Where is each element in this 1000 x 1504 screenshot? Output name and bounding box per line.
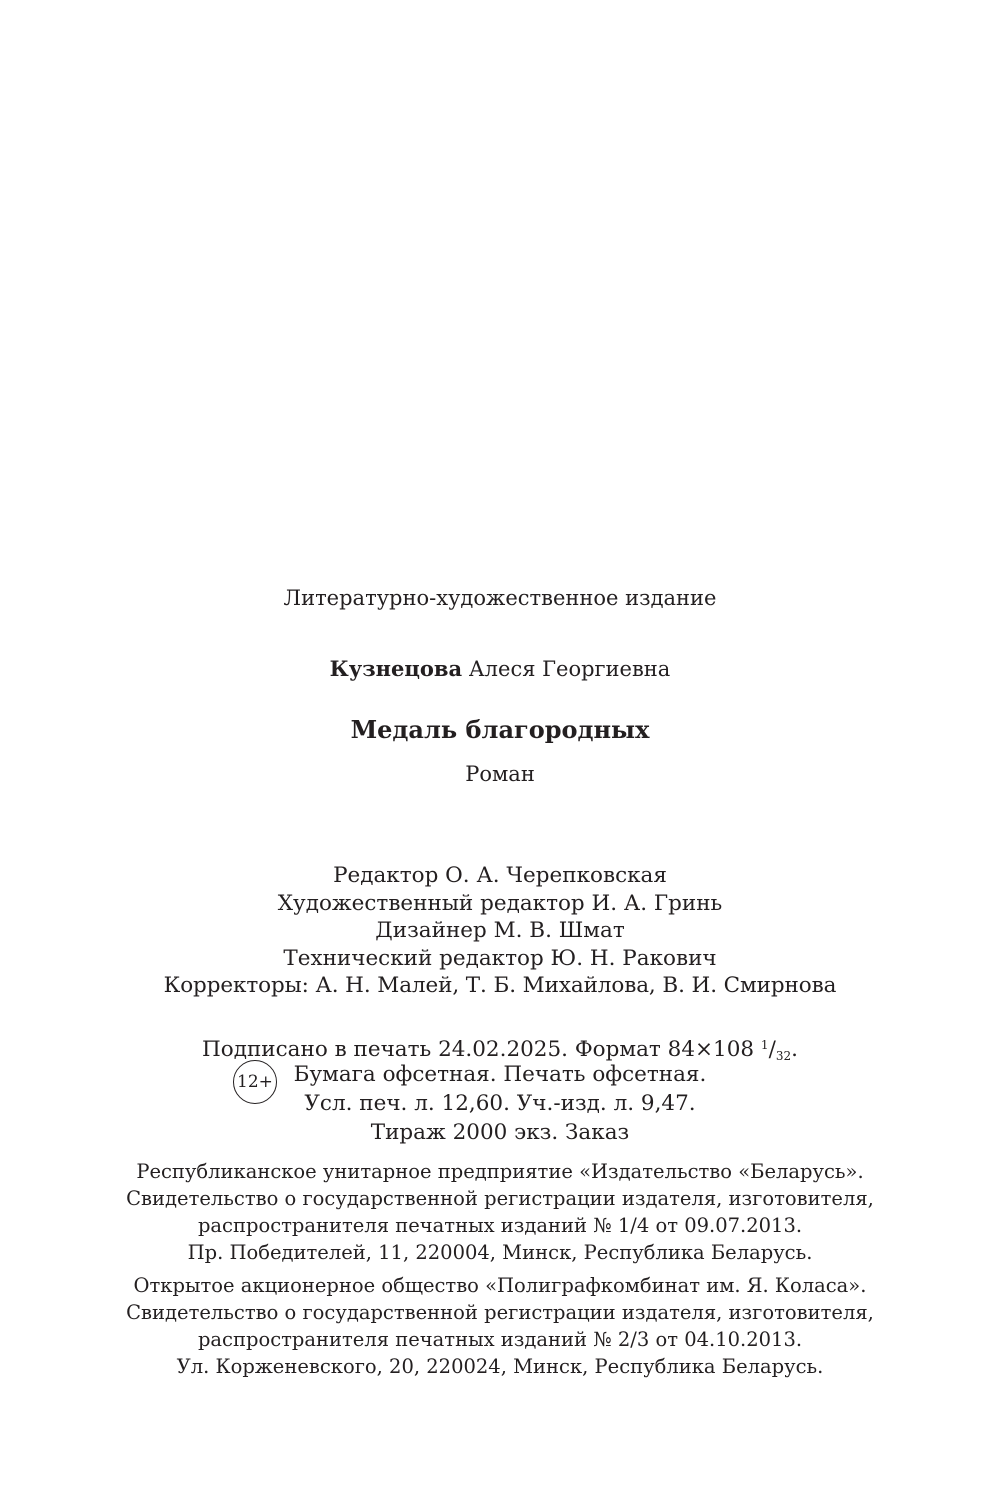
- publisher-line: Республиканское унитарное предприятие «Издательство «Беларусь».: [136, 1160, 864, 1183]
- format-numerator: 1: [760, 1038, 769, 1052]
- printing-block: [0, 1031, 1000, 1147]
- printer-line: Свидетельство о государственной регистрации издателя, изготовителя,: [126, 1301, 874, 1324]
- credit-art-editor: Художественный редактор И. А. Гринь: [277, 890, 723, 916]
- book-subtitle: Роман: [465, 762, 535, 786]
- printer-line: Ул. Корженевского, 20, 220024, Минск, Республика Беларусь.: [176, 1355, 824, 1378]
- printing-signed-text: Подписано в печать 24.02.2025. Формат 84: [202, 1037, 696, 1062]
- format-slash: /: [768, 1037, 776, 1062]
- publisher-block: [0, 1158, 1000, 1266]
- credit-designer: Дизайнер М. В. Шмат: [375, 918, 625, 943]
- format-second: 108: [713, 1037, 755, 1062]
- printing-run-line: Тираж 2000 экз. Заказ: [370, 1120, 630, 1145]
- printing-sheets-line: Усл. печ. л. 12,60. Уч.-изд. л. 9,47.: [304, 1091, 696, 1116]
- author-given-names: Алеся Георгиевна: [468, 657, 671, 681]
- format-times-sign: ×: [695, 1037, 714, 1062]
- printing-paper-line: Бумага офсетная. Печать офсетная.: [293, 1062, 707, 1087]
- publisher-line: распространителя печатных изданий № 1/4 от 09.07.2013.: [197, 1214, 803, 1237]
- publisher-line: Свидетельство о государственной регистрации издателя, изготовителя,: [126, 1187, 874, 1210]
- printer-line: Открытое акционерное общество «Полиграфкомбинат им. Я. Коласа».: [133, 1274, 867, 1297]
- credits-block: [0, 862, 1000, 1000]
- format-end: .: [791, 1037, 798, 1062]
- author-name: [0, 658, 1000, 680]
- printing-signed-line: [0, 1031, 1000, 1063]
- credit-technical-editor: Технический редактор Ю. Н. Ракович: [283, 945, 717, 971]
- credit-editor: Редактор О. А. Черепковская: [333, 863, 667, 888]
- author-surname: Кузнецова: [329, 656, 463, 681]
- credit-proofreaders: Корректоры: А. Н. Малей, Т. Б. Михайлова, В. И. Смирнова: [163, 973, 837, 998]
- publisher-line: Пр. Победителей, 11, 220004, Минск, Республика Беларусь.: [187, 1241, 813, 1264]
- printer-block: [0, 1272, 1000, 1380]
- book-title: Медаль благородных: [350, 715, 650, 744]
- format-denominator: 32: [775, 1049, 792, 1063]
- age-rating-badge: 12+: [233, 1060, 277, 1104]
- printer-line: распространителя печатных изданий № 2/3 от 04.10.2013.: [197, 1328, 803, 1351]
- genre-label: Литературно-художественное издание: [283, 586, 717, 610]
